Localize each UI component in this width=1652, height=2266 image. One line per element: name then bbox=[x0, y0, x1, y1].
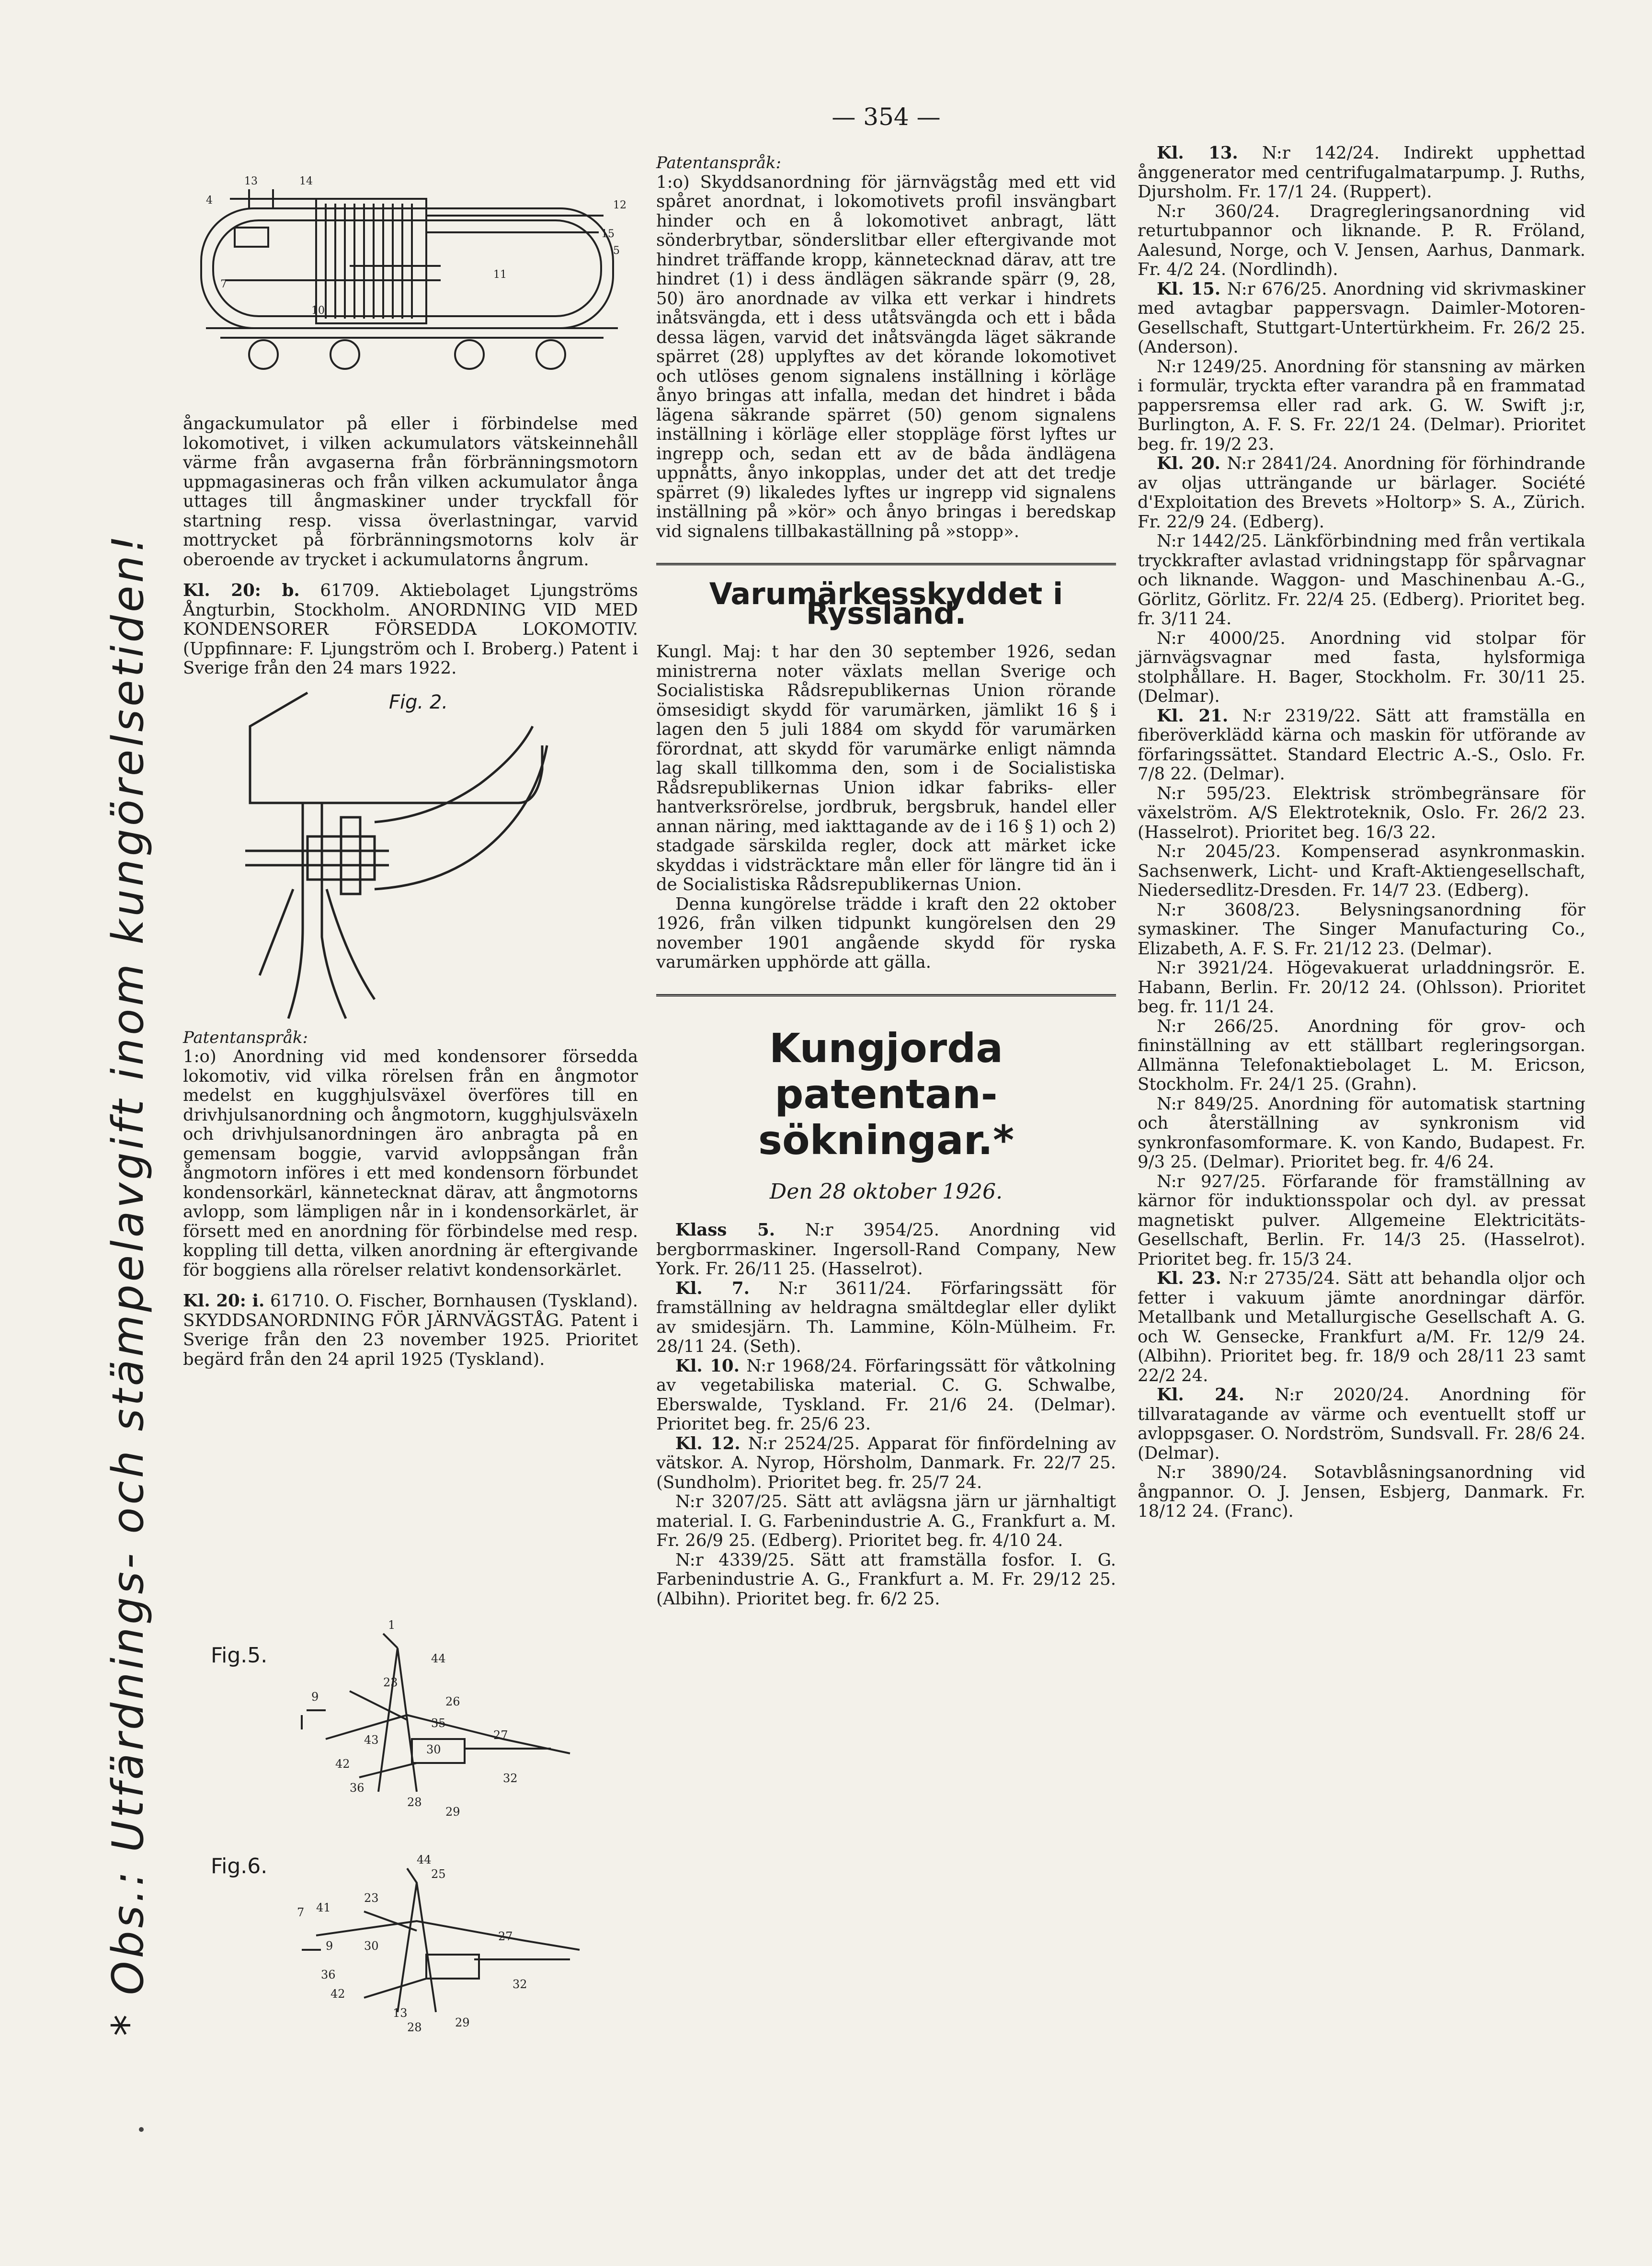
class-label: Kl. 20: i. bbox=[183, 1291, 265, 1311]
patent-applications-heading bbox=[656, 1025, 1116, 1163]
svg-text:10: 10 bbox=[311, 305, 325, 317]
figure-5 bbox=[206, 1619, 618, 1820]
russia-heading: Varumärkesskyddet i Ryssland. bbox=[709, 576, 1063, 631]
svg-text:29: 29 bbox=[445, 1805, 460, 1819]
patent-entry bbox=[1138, 280, 1585, 357]
sidebar-notice: * Obs.: Utfärdnings- och stämpelavgift inom kungörelsetiden! bbox=[103, 532, 153, 2036]
entry-text: N:r 4000/25. Anordning vid stolpar för järnvägsvagnar med fasta, hylsformiga stolphållare. H. Bager, Stockholm. Fr. 30/11 25. (Delmar). bbox=[1138, 628, 1585, 706]
svg-text:23: 23 bbox=[383, 1676, 398, 1689]
patent-entry bbox=[1138, 784, 1585, 843]
class-label: Kl. 10. bbox=[675, 1356, 740, 1376]
page-number: — 354 — bbox=[832, 103, 941, 131]
svg-text:27: 27 bbox=[493, 1728, 508, 1742]
class-label: Kl. 13. bbox=[1157, 143, 1238, 163]
svg-text:35: 35 bbox=[431, 1717, 446, 1730]
svg-text:41: 41 bbox=[316, 1901, 331, 1914]
entry-text: N:r 2045/23. Kompenserad asynkronmaskin. Sachsenwerk, Licht- und Kraft-Aktiengesellschaft, Niedersedlitz-Dresden. Fr. 14/7 23. (Edberg). bbox=[1138, 842, 1585, 900]
svg-text:30: 30 bbox=[426, 1743, 441, 1756]
entry-text: 61709. Aktiebolaget Ljungströms Ångturbin, Stockholm. ANORDNING VID MED KONDENSORER FÖRSEDDA LOKOMOTIV. (Uppfinnare: F. Ljungström och I. Broberg.) Patent i Sverige från den 24 mars 1922. bbox=[183, 581, 638, 678]
svg-text:43: 43 bbox=[364, 1733, 379, 1747]
svg-text:32: 32 bbox=[513, 1978, 527, 1991]
svg-text:4: 4 bbox=[206, 195, 213, 206]
divider bbox=[656, 563, 1116, 565]
svg-text:5: 5 bbox=[613, 245, 620, 257]
entry-text: N:r 3207/25. Sätt att avlägsna järn ur järnhaltigt material. I. G. Farbenindustrie A. G., Frankfurt a. M. Fr. 26/9 25. (Edberg). Prioritet beg. fr. 4/10 24. bbox=[656, 1492, 1116, 1550]
patent-entry bbox=[656, 1551, 1116, 1609]
figure-5-drawing bbox=[206, 1619, 618, 1820]
figure-locomotive bbox=[192, 170, 632, 376]
entry-61710 bbox=[183, 1292, 638, 1369]
entry-text: N:r 2319/22. Sätt att framställa en fiberöverklädd kärna och maskin för utförande av förfaringssättet. Standard Electric A.-S., Oslo. Fr. 7/8 22. (Delmar). bbox=[1138, 706, 1585, 784]
entry-text: N:r 3608/23. Belysningsanordning för symaskiner. The Singer Manufacturing Co., Elizabeth, A. F. S. Fr. 21/12 23. (Delmar). bbox=[1138, 900, 1585, 959]
entry-text: N:r 2020/24. Anordning för tillvaratagande av värme och eventuellt stoff ur avloppsgaser. O. Nordström, Sundsvall. Fr. 28/6 24. (Delmar). bbox=[1138, 1385, 1585, 1463]
entry-text: N:r 676/25. Anordning vid skrivmaskiner med avtagbar pappersvagn. Daimler-Motoren-Gesellschaft, Stuttgart-Untertürkheim. Fr. 26/2 25. (Anderson). bbox=[1138, 279, 1585, 357]
svg-text:12: 12 bbox=[613, 199, 627, 211]
svg-text:36: 36 bbox=[321, 1968, 336, 1981]
column-left bbox=[183, 414, 638, 1369]
entry-text: N:r 595/23. Elektrisk strömbegränsare för växelström. A/S Elektroteknik, Oslo. Fr. 26/2 23. (Hasselrot). Prioritet beg. 16/3 22. bbox=[1138, 783, 1585, 842]
entry-61709 bbox=[183, 581, 638, 678]
patent-entry bbox=[1138, 1095, 1585, 1172]
patent-entry bbox=[1138, 1017, 1585, 1095]
svg-text:44: 44 bbox=[417, 1854, 432, 1866]
accumulator-text: ångackumulator på eller i förbindelse med lokomotivet, i vilken ackumulators vätskeinnehåll värme från avgaserna från förbränningsmotorn uppmagasineras och från vilken ackumulator ånga uttages till ångmaskiner under tryckfall för startning resp. vissa överlastningar, varvid mottrycket på förbränningsmotorns kolv är oberoende av trycket i ackumulatorns ångrum. bbox=[183, 414, 638, 570]
figure-6-drawing bbox=[206, 1854, 618, 2036]
patent-entry bbox=[1138, 202, 1585, 280]
svg-text:9: 9 bbox=[326, 1939, 333, 1953]
svg-text:7: 7 bbox=[220, 278, 227, 290]
entry-text: 61710. O. Fischer, Bornhausen (Tyskland). SKYDDSANORDNING FÖR JÄRNVÄGSTÅG. Patent i Sverige från den 23 november 1925. Prioritet begärd från den 24 april 1925 (Tyskland). bbox=[183, 1291, 638, 1369]
svg-text:23: 23 bbox=[364, 1891, 379, 1905]
patent-entry bbox=[656, 1221, 1116, 1279]
stray-mark bbox=[139, 2127, 144, 2132]
class-label: Kl. 21. bbox=[1157, 706, 1229, 726]
figure-2-label: Fig. 2. bbox=[389, 691, 448, 713]
entry-text: N:r 927/25. Förfarande för framställning av kärnor för induktionsspolar och dyl. av pressat magnetiskt pulver. Allgemeine Elektricitäts-Gesellschaft, Berlin. Fr. 14/3 25. (Hasselrot). Prioritet beg. fr. 15/3 24. bbox=[1138, 1171, 1585, 1269]
class-label: Klass 5. bbox=[675, 1220, 775, 1240]
svg-text:42: 42 bbox=[335, 1757, 350, 1771]
entry-text: N:r 1968/24. Förfaringssätt för våtkolning av vegetabiliska material. C. G. Schwalbe, Eberswalde, Tyskland. Fr. 21/6 24. (Delmar). Prioritet beg. fr. 25/6 23. bbox=[656, 1356, 1116, 1434]
patent-entry bbox=[656, 1357, 1116, 1434]
entry-text: N:r 360/24. Dragregleringsanordning vid returtubpannor och liknande. P. R. Fröland, Aalesund, Norge, och V. Jensen, Aarhus, Danmark. Fr. 4/2 24. (Nordlindh). bbox=[1138, 201, 1585, 279]
svg-text:9: 9 bbox=[311, 1690, 319, 1704]
class-label: Kl. 24. bbox=[1157, 1385, 1244, 1405]
figure-6-label: Fig.6. bbox=[211, 1854, 268, 1878]
entry-text: N:r 4339/25. Sätt att framställa fosfor. I. G. Farbenindustrie A. G., Frankfurt a. M. Fr. 29/12 25. (Albihn). Prioritet beg. fr. 6/2 25. bbox=[656, 1550, 1116, 1609]
svg-text:28: 28 bbox=[407, 2021, 422, 2034]
russia-paragraph-2: Denna kungörelse trädde i kraft den 22 oktober 1926, från vilken tidpunkt kungörelsen den 29 november 1901 angående skydd för ryska varumärken upphörde att gälla. bbox=[656, 894, 1116, 972]
entry-text: N:r 2735/24. Sätt att behandla oljor och fetter i vakuum jämte anordningar därför. Metallbank und Metallurgische Gesellschaft A. G. och W. Gensecke, Frankfurt a/M. Fr. 12/9 24. (Albihn). Prioritet beg. fr. 18/9 och 28/11 23 samt 22/2 24. bbox=[1138, 1269, 1585, 1385]
class-label: Kl. 20. bbox=[1157, 454, 1221, 473]
svg-text:13: 13 bbox=[393, 2006, 408, 2020]
patent-entry bbox=[1138, 357, 1585, 455]
svg-text:1: 1 bbox=[388, 1619, 396, 1632]
svg-text:29: 29 bbox=[455, 2016, 470, 2029]
svg-text:13: 13 bbox=[244, 175, 258, 187]
svg-text:42: 42 bbox=[330, 1987, 345, 2001]
patent-entry bbox=[1138, 454, 1585, 532]
svg-text:11: 11 bbox=[493, 269, 507, 281]
patent-entry bbox=[656, 1279, 1116, 1357]
patent-entry bbox=[656, 1434, 1116, 1493]
russia-paragraph-1: Kungl. Maj: t har den 30 september 1926, sedan ministrerna noter växlats mellan Sverige och Socialistiska Rådsrepublikernas Union rörande ömsesidigt skydd för varumärken, jämlikt 16 § i lagen den 5 juli 1884 om skydd för varumärken förordnat, att skydd för varumärke enligt nämnda lag skall tillkomma den, som i de Socialistiska Rådsrepublikernas Union idkar fabriks- eller hantverksrörelse, jordbruk, bergsbruk, handel eller annan näring, med iakttagande av de i 16 § 1) och 2) stadgade särskilda regler, dock att märket icke skyddas i vidsträcktare mån eller för längre tid än i de Socialistiska Rådsrepublikernas Union. bbox=[656, 642, 1116, 894]
figure-6 bbox=[206, 1854, 618, 2036]
svg-text:28: 28 bbox=[407, 1796, 422, 1809]
heading-line-1: Kungjorda patentan- bbox=[769, 1024, 1003, 1118]
claim-heading: Patentanspråk: bbox=[656, 153, 781, 172]
svg-text:26: 26 bbox=[445, 1695, 460, 1708]
entry-text: N:r 1249/25. Anordning för stansning av märken i formulär, tryckta efter varandra på en frammatad pappersremsa eller rad ark. G. W. Swift j:r, Burlington, A. F. S. Fr. 22/1 24. (Delmar). Prioritet beg. fr. 19/2 23. bbox=[1138, 356, 1585, 454]
claim-heading: Patentanspråk: bbox=[183, 1028, 308, 1047]
entry-text: N:r 266/25. Anordning för grov- och fininställning av ett ställbart regleringsorgan. Allmänna Telefonaktiebolaget L. M. Ericson, Stockholm. Fr. 24/1 25. (Grahn). bbox=[1138, 1016, 1585, 1094]
patent-entry bbox=[1138, 532, 1585, 629]
divider bbox=[656, 994, 1116, 996]
svg-text:27: 27 bbox=[498, 1930, 513, 1943]
patent-entry bbox=[1138, 1385, 1585, 1463]
class-label: Kl. 23. bbox=[1157, 1269, 1221, 1288]
entry-text: N:r 3954/25. Anordning vid bergborrmaskiner. Ingersoll-Rand Company, New York. Fr. 26/11 25. (Hasselrot). bbox=[656, 1220, 1116, 1279]
patent-entry bbox=[1138, 959, 1585, 1017]
svg-text:14: 14 bbox=[299, 175, 313, 187]
patent-entry bbox=[1138, 901, 1585, 959]
class-label: Kl. 20: b. bbox=[183, 581, 300, 600]
figure-2 bbox=[183, 678, 638, 1028]
claim-text: 1:o) Skyddsanordning för järnvägståg med ett vid spåret anordnat, i lokomotivets profil insvängbart hinder och en å lokomotivet anbragt, lätt sönderbrytbar, sönderslitbar eller eftergivande mot hindret träffande kropp, kännetecknad därav, att tre hindret (1) i dess ändlägen säkrande spärr (9, 28, 50) äro anordnade av vilka ett verkar i hindrets inåtsvängda, ett i dess utåtsvängda och ett i båda dessa lägen, varvid det inåtsvängda läget säkrande spärret (28) upplyftes av det körande lokomotivet och utlöses genom signalens inställning i körläge ånyo bringas att infalla, medan det hindret i båda lägena säkrande spärret (50) genom signalens inställning i körläge eller stoppläge först lyftes ur ingrepp och, sedan ett av de båda ändlägena uppnåtts, ånyo inkopplas, under det att det tredje spärret (9) likaledes lyftes ur ingrepp vid signalens inställning på »kör» och ånyo bringas i beredskap vid signalens tillbakaställning på »stopp». bbox=[656, 172, 1116, 541]
svg-text:32: 32 bbox=[503, 1772, 518, 1785]
class-label: Kl. 15. bbox=[1157, 279, 1221, 299]
class-label: Kl. 12. bbox=[675, 1433, 741, 1453]
figure-5-label: Fig.5. bbox=[211, 1643, 268, 1668]
entry-text: N:r 1442/25. Länkförbindning med från vertikala tryckkrafter avlastad vridningstapp för spårvagnar och liknande. Waggon- und Maschinenbau A.-G., Görlitz, Görlitz. Fr. 22/4 25. (Edberg). Prioritet beg. fr. 3/11 24. bbox=[1138, 531, 1585, 629]
locomotive-drawing bbox=[192, 170, 632, 376]
entry-text: N:r 3921/24. Högevakuerat urladdningsrör. E. Habann, Berlin. Fr. 20/12 24. (Ohlsson). Prioritet beg. fr. 11/1 24. bbox=[1138, 958, 1585, 1017]
patent-entry bbox=[1138, 1269, 1585, 1385]
condenser-drawing bbox=[231, 688, 566, 1023]
svg-text:25: 25 bbox=[431, 1867, 446, 1881]
patent-list-right bbox=[1138, 144, 1585, 1522]
entry-text: N:r 849/25. Anordning för automatisk startning och återställning av synkronism vid synkronfasomformare. K. von Kando, Budapest. Fr. 9/3 25. (Delmar). Prioritet beg. fr. 4/6 24. bbox=[1138, 1094, 1585, 1172]
entry-text: N:r 3890/24. Sotavblåsningsanordning vid ångpannor. O. J. Jensen, Esbjerg, Danmark. Fr. 18/12 24. (Franc). bbox=[1138, 1463, 1585, 1521]
entry-text: N:r 3611/24. Förfaringssätt för framställning av heldragna smältdeglar eller dylikt av smidesjärn. Th. Lammine, Köln-Mülheim. Fr. 28/11 24. (Seth). bbox=[656, 1278, 1116, 1356]
svg-text:30: 30 bbox=[364, 1939, 379, 1953]
entry-text: N:r 2524/25. Apparat för finfördelning av vätskor. A. Nyrop, Hörsholm, Danmark. Fr. 22/7 25. (Sundholm). Prioritet beg. fr. 25/7 24. bbox=[656, 1433, 1116, 1492]
patent-entry bbox=[1138, 842, 1585, 901]
entry-text: N:r 2841/24. Anordning för förhindrande av oljas utträngande ur bärlager. Société d'Exploitation des Brevets »Holtorp» S. A., Zürich. Fr. 22/9 24. (Edberg). bbox=[1138, 454, 1585, 532]
patent-entry bbox=[1138, 1463, 1585, 1522]
patent-entry bbox=[1138, 707, 1585, 784]
date-line: Den 28 oktober 1926. bbox=[769, 1179, 1003, 1204]
entry-text: N:r 142/24. Indirekt upphettad ånggenerator med centrifugalmatarpump. J. Ruths, Djursholm. Fr. 17/1 24. (Ruppert). bbox=[1138, 143, 1585, 202]
claim-text: 1:o) Anordning vid med kondensorer försedda lokomotiv, vid vilka rörelsen från en ångmotor medelst en kugghjulsväxel överföres till en drivhjulsanordning och ångmotorn, kugghjulsväxeln och drivhjulsanordningen äro anbragta på en gemensam boggie, varvid avloppsångan från ångmotorn införes i ett med kondensorn förbundet kondensorkärl, kännetecknat därav, att ångmotorns avlopp, som lämpligen når in i kondensorkärlet, är försett med en anordning för förbindelse med resp. koppling till detta, vilken anordning är eftergivande för boggiens alla rörelser relativt kondensorkärlet. bbox=[183, 1047, 638, 1280]
patent-list-middle bbox=[656, 1221, 1116, 1609]
heading-line-2: sökningar.* bbox=[758, 1116, 1014, 1164]
patent-entry bbox=[656, 1492, 1116, 1551]
patent-entry bbox=[1138, 629, 1585, 707]
patent-entry bbox=[1138, 1172, 1585, 1270]
patent-entry bbox=[1138, 144, 1585, 202]
column-middle bbox=[656, 153, 1116, 1609]
column-right bbox=[1138, 144, 1585, 1522]
class-label: Kl. 7. bbox=[675, 1278, 750, 1298]
svg-text:7: 7 bbox=[297, 1906, 305, 1919]
svg-text:36: 36 bbox=[350, 1781, 365, 1795]
svg-text:44: 44 bbox=[431, 1652, 446, 1665]
svg-text:15: 15 bbox=[601, 228, 615, 240]
